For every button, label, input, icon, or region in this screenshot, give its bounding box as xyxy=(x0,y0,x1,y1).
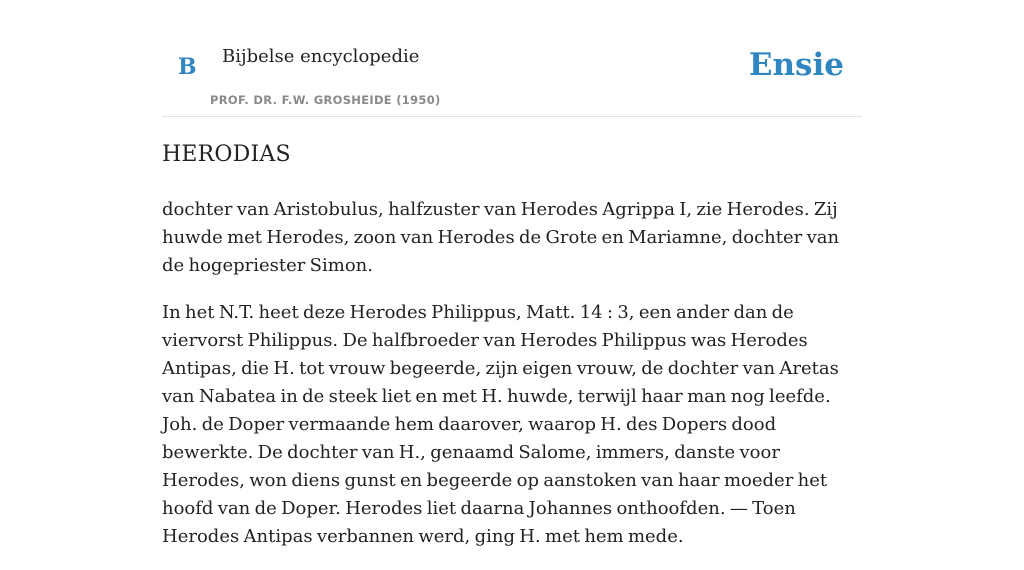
source-author: PROF. DR. F.W. GROSHEIDE (1950) xyxy=(210,93,441,107)
source-logo: B xyxy=(178,54,197,80)
article-paragraph: In het N.T. heet deze Herodes Philippus, Matt. 14 : 3, een ander dan de viervorst Philippus. De halfbroeder van Herodes Philippus was Herodes Antipas, die H. tot vrouw begeerde, zijn eigen vrouw, de dochter van Aretas van Nabatea in de steek liet en met H. huwde, terwijl haar man nog leefde. Joh. de Doper vermaande hem daarover, waarop H. des Dopers dood bewerkte. De dochter van H., genaamd Salome, immers, danste voor Herodes, won diens gunst en begeerde op aanstoken van haar moeder het hoofd van de Doper. Herodes liet daarna Johannes onthoofden. — Toen Herodes Antipas verbannen werd, ging H. met hem mede. xyxy=(162,302,839,547)
source-title[interactable]: Bijbelse encyclopedie xyxy=(222,46,420,67)
article-paragraph: dochter van Aristobulus, halfzuster van Herodes Agrippa I, zie Herodes. Zij huwde met Herodes, zoon van Herodes de Grote en Mariamne, dochter van de hogepriester Simon. xyxy=(162,199,840,276)
source-header xyxy=(162,0,862,117)
article-headword: HERODIAS xyxy=(162,142,291,167)
article xyxy=(162,138,862,570)
brand-logo-link[interactable]: Ensie xyxy=(748,47,844,83)
